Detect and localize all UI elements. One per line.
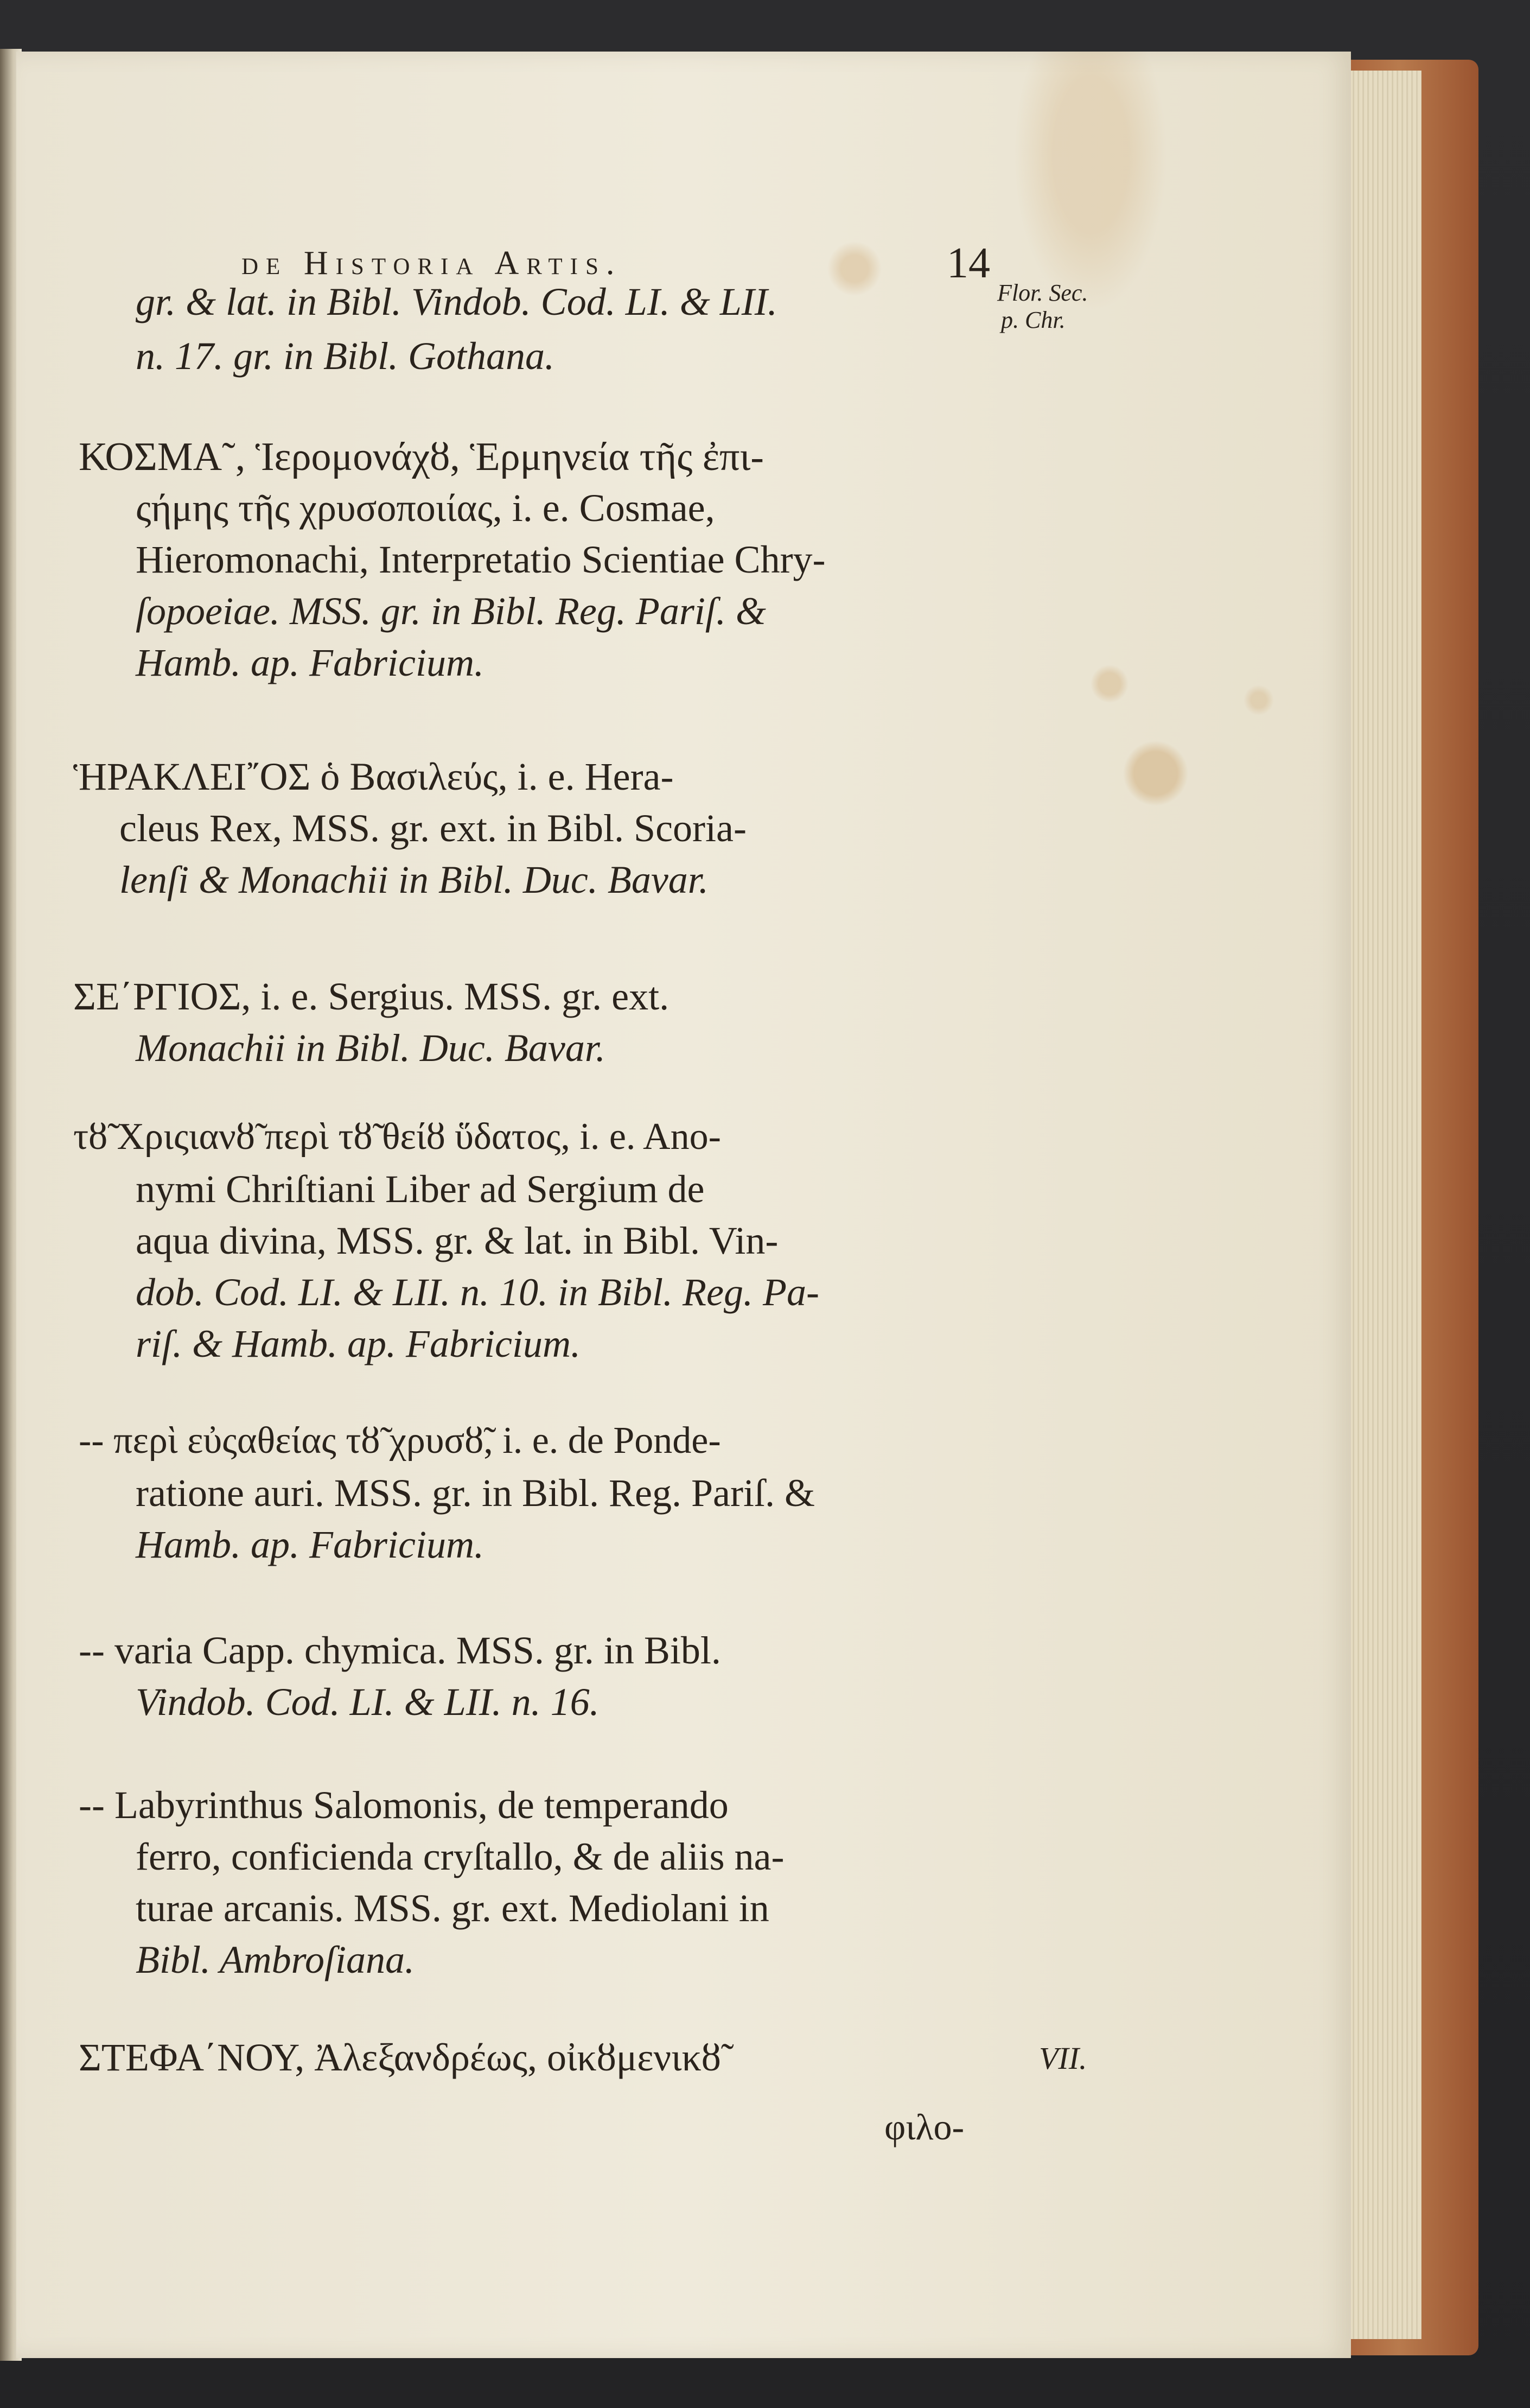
text-line: cleus Rex, MSS. gr. ext. in Bibl. Scoria-	[119, 806, 747, 850]
text-line: dob. Cod. LI. & LII. n. 10. in Bibl. Reg. Pa-	[136, 1270, 819, 1314]
text-line: riſ. & Hamb. ap. Fabricium.	[136, 1322, 581, 1365]
page-stack	[1340, 71, 1421, 2339]
entry-anonymous-heading: τȣ̃ Χριςιανȣ̃ περὶ τȣ̃ θείȣ ὕδατος, i. e. Ano-	[73, 1116, 721, 1158]
entry-varia-capp: -- varia Capp. chymica. MSS. gr. in Bibl.	[79, 1629, 721, 1672]
text-line: ferro, conficienda cryſtallo, & de aliis na-	[136, 1835, 785, 1878]
entry-sergius-heading: ΣΕ΄ΡΓΙΟΣ, i. e. Sergius. MSS. gr. ext.	[73, 975, 670, 1018]
text-line: nymi Chriſtiani Liber ad Sergium de	[136, 1167, 705, 1211]
text-line: gr. & lat. in Bibl. Vindob. Cod. LI. & LII.	[136, 280, 777, 323]
margin-flor-line2: p. Chr.	[1001, 307, 1066, 333]
text-line: ςήμης τῆς χρυσοποιίας, i. e. Cosmae,	[136, 486, 715, 530]
entry-stephanus-heading: ΣΤΕΦΑ΄ΝΟΥ, Ἀλεξανδρέως, οἰκȣμενικȣ̃	[79, 2036, 721, 2079]
text-line: Bibl. Ambroſiana.	[136, 1938, 415, 1981]
entry-heraclius-heading: ἩΡΑΚΛΕΙ῎ΟΣ ὁ Βασιλεύς, i. e. Hera-	[73, 755, 674, 798]
entry-cosmas-heading: ΚΟΣΜΑ῀, Ἱερομονάχȣ, Ἑρμηνεία τῆς ἐπι-	[79, 435, 764, 479]
text-line: lenſi & Monachii in Bibl. Duc. Bavar.	[119, 858, 709, 901]
text-line: ratione auri. MSS. gr. in Bibl. Reg. Pariſ. &	[136, 1471, 815, 1515]
text-line: aqua divina, MSS. gr. & lat. in Bibl. Vin-	[136, 1219, 779, 1262]
running-title: de Historia Artis.	[241, 245, 622, 282]
text-line: Monachii in Bibl. Duc. Bavar.	[136, 1026, 605, 1070]
text-line: turae arcanis. MSS. gr. ext. Mediolani in	[136, 1886, 769, 1930]
text-line: n. 17. gr. in Bibl. Gothana.	[136, 334, 555, 378]
margin-century: VII.	[1039, 2041, 1087, 2076]
text-line: ſopoeiae. MSS. gr. in Bibl. Reg. Pariſ. &	[136, 589, 766, 633]
book-page	[16, 52, 1351, 2358]
text-line: Hamb. ap. Fabricium.	[136, 1523, 484, 1566]
text-line: Vindob. Cod. LI. & LII. n. 16.	[136, 1680, 600, 1724]
text-line: Hamb. ap. Fabricium.	[136, 641, 484, 684]
text-line: Hieromonachi, Interpretatio Scientiae Chry-	[136, 538, 826, 581]
entry-labyrinthus: -- Labyrinthus Salomonis, de temperando	[79, 1783, 729, 1827]
margin-flor-line1: Flor. Sec.	[997, 279, 1088, 306]
catchword: φιλο-	[884, 2106, 965, 2147]
entry-ponderatione: -- περὶ εὐςαθείας τȣ̃ χρυσȣ̃, i. e. de Ponde-	[79, 1420, 721, 1462]
page-number: 14	[947, 239, 990, 287]
